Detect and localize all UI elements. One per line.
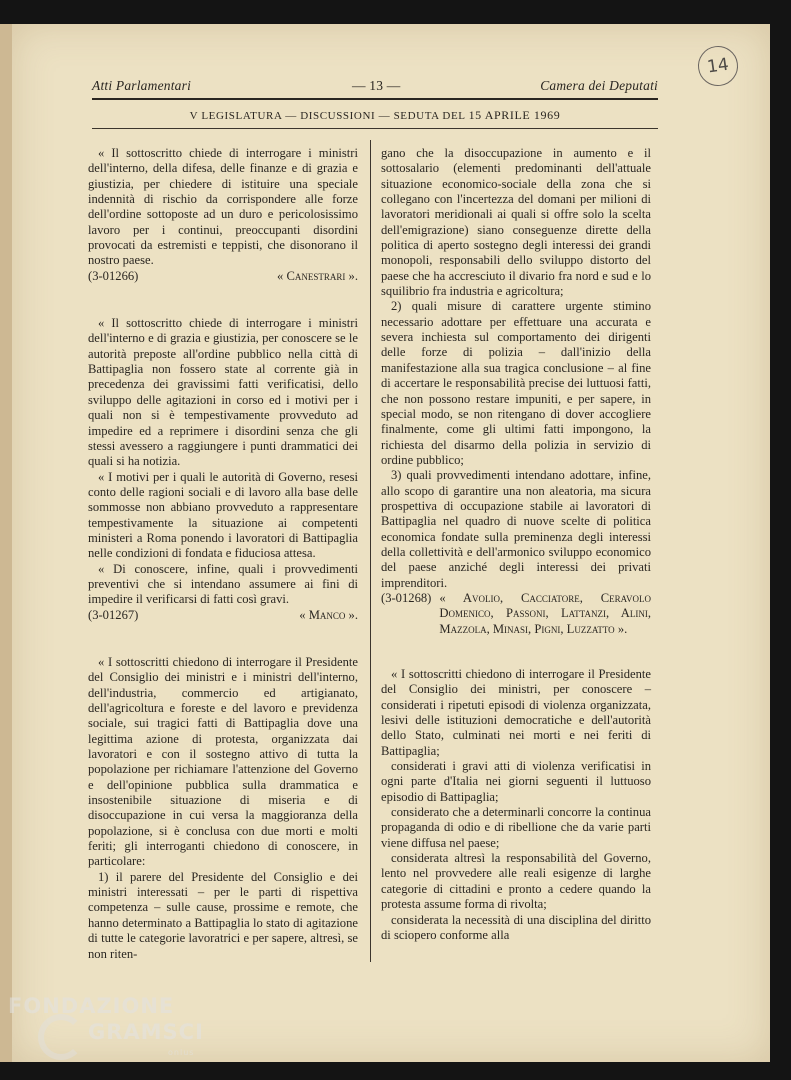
interrogation-text: 1) il parere del Presidente del Consiglio e dei ministri interessati – per le parti di rispettiva competenza – sulle cause, prossime e remote, che hanno determinato a Battipaglia lo stato di agitazione di tutte le categorie lavoratrici e per sapere, altresì, se non riten- — [88, 869, 358, 961]
interrogation-signature: « Canestrari ». — [277, 268, 358, 283]
interrogation-signatures: « Avolio, Cacciatore, Ceravolo Domenico, Passoni, Lattanzi, Alini, Mazzola, Minasi, Pigni, Luzzatto ». — [439, 590, 651, 636]
interrogation-text: « Il sottoscritto chiede di interrogare i ministri dell'interno, della difesa, delle finanze e di grazia e giustizia, per chiedere di istituire una speciale indennità di rischio da corrispondere alle forze dell'ordine sottoposte ad un duro e pericolosissimo lavoro per i continui, preoccupanti disordini provocati da estremisti e teppisti, che disonorano il nostro paese. — [88, 146, 358, 268]
interrogation-text: « I motivi per i quali le autorità di Governo, resesi conto delle ragioni sociali e di lavoro alla base delle sommosse non abbiano provveduto a rappresentare tempestivamente la situazione ai competenti ministeri a Roma ponendo i lavoratori di Battipaglia nelle condizioni di fondata e fiduciosa attesa. — [88, 469, 358, 561]
interrogation-text: 3) quali provvedimenti intendano adottare, infine, allo scopo di garantire una non aleatoria, ma sicura prospettiva di occupazione stabile ai lavoratori di Battipaglia nel quadro di nuove scelte di politica economica fondate sulla preminenza degli interessi della collettività e dell'armonico sviluppo economico del paese anziché degli interessi dei privati imprenditori. — [381, 468, 651, 590]
header-right: Camera dei Deputati — [540, 78, 658, 93]
interrogation-code: (3-01268) — [381, 590, 432, 605]
interrogation-text: « Il sottoscritto chiede di interrogare i ministri dell'interno e di grazia e giustizia, per conoscere se le autorità preposte all'ordine pubblico nella città di Battipaglia non fossero state al corrente già in precedenza dei gravissimi fatti verificatisi, dello sviluppo delle agitazioni in corso ed i motivi per i quali non si è tempestivamente provveduto ad impedire ed a reprimere i disordini senza che gli stessi avessero a raggiungere i punti drammatici dei quali si ha notizia. — [88, 316, 358, 469]
interrogation-text: considerati i gravi atti di violenza verificatisi in ogni parte d'Italia nei giorni seguenti il luttuoso episodio di Battipaglia; — [381, 759, 651, 804]
interrogation-text: 2) quali misure di carattere urgente stimino necessario adottare per effettuare una accurata e severa inchiesta sul comportamento dei dirigenti delle forze di polizia – dall'inizio della manifestazione alla sua tragica conclusione – al fine di accertare le responsabilità precise dei luttuosi fatti, che non possono restare impuniti, e per sapere, in special modo, se non ritengano di dover accogliere finalmente, come gli ultimi fatti impongono, la richiesta del disarmo della polizia in servizio di ordine pubblico; — [381, 299, 651, 467]
column-divider — [370, 140, 371, 962]
interrogation-text: « Di conoscere, infine, quali i provvedimenti preventivi che si intendano assumere ai fini di impedire il verificarsi di fatti così gravi. — [88, 561, 358, 607]
interrogation-reference — [381, 591, 651, 637]
interrogation-text: gano che la disoccupazione in aumento e il sottosalario (elementi predominanti dell'attuale situazione economico-sociale della zona che si collegano con l'incertezza del domani per milioni di lavoratori meridionali ai quali si offre solo la scelta dell'emigrazione) siano conseguenze dirette della politica di aperto sostegno degli interessi dei grandi monopoli, responsabili dello sviluppo distorto del paese che ha accresciuto il divario fra nord e sud e lo squilibrio fra industria e agricoltura; — [381, 146, 651, 299]
interrogation-text: considerata altresì la responsabilità del Governo, lento nel provvedere alle reali esigenze di larghe categorie di cittadini e pronto a cedere quando la protesta assume forma di rivolta; — [381, 851, 651, 912]
page-edge-left — [0, 24, 12, 1062]
watermark-line-2: GRAMSCI — [88, 1020, 204, 1044]
left-column — [88, 146, 358, 962]
interrogation-text: « I sottoscritti chiedono di interrogare il Presidente del Consiglio dei ministri e i ministri dell'interno, dell'industria, commercio ed artigianato, dell'agricoltura e foreste e del lavoro e previdenza sociale, sui tragici fatti di Battipaglia dove una legittima azione di protesta, organizzata dai lavoratori e con il sostegno attivo di tutta la popolazione per richiamare l'attenzione del Governo e dell'opinione pubblica sulla drammatica e insostenibile situazione di miseria e di disoccupazione in cui versa la maggioranza della popolazione, si è conclusa con due morti e molti feriti; gli interroganti chiedono di conoscere, in particolare: — [88, 654, 358, 869]
interrogation-reference — [88, 269, 358, 284]
session-label: V LEGISLATURA — DISCUSSIONI — SEDUTA DEL — [189, 110, 466, 122]
interrogation-code: (3-01267) — [88, 607, 139, 622]
session-date: 15 APRILE 1969 — [468, 108, 561, 122]
interrogation-text: considerata la necessità di una disciplina del diritto di sciopero conforme alla — [381, 912, 651, 942]
page-number-stamp: 14 — [695, 43, 740, 88]
right-column — [381, 146, 651, 943]
subheader-rule — [92, 128, 658, 129]
interrogation-text: considerato che a determinarli concorre la continua propaganda di odio e di ribellione che da varie parti viene diffusa nel paese; — [381, 805, 651, 850]
interrogation-text: « I sottoscritti chiedono di interrogare il Presidente del Consiglio dei ministri, per conoscere – considerati i ripetuti episodi di violenza organizzata, lesivi delle istituzioni democratiche e dell'autorità dello Stato, culminati nei morti e nei feriti di Battipaglia; — [381, 667, 651, 758]
interrogation-code: (3-01266) — [88, 268, 139, 283]
header-rule — [92, 98, 658, 100]
scan-border-right — [770, 24, 791, 1080]
scan-border-bottom — [0, 1062, 791, 1080]
page-number: — 13 — — [352, 78, 401, 93]
header-left: Atti Parlamentari — [92, 78, 192, 93]
fondazione-gramsci-watermark — [8, 994, 208, 1064]
watermark-line-3: onlus — [168, 1048, 195, 1057]
watermark-logo-icon — [38, 1014, 84, 1060]
interrogation-signature: « Manco ». — [299, 607, 358, 622]
watermark-line-1: FONDAZIONE — [8, 994, 175, 1018]
interrogation-reference — [88, 608, 358, 623]
session-header — [92, 108, 658, 123]
running-header — [92, 78, 658, 98]
